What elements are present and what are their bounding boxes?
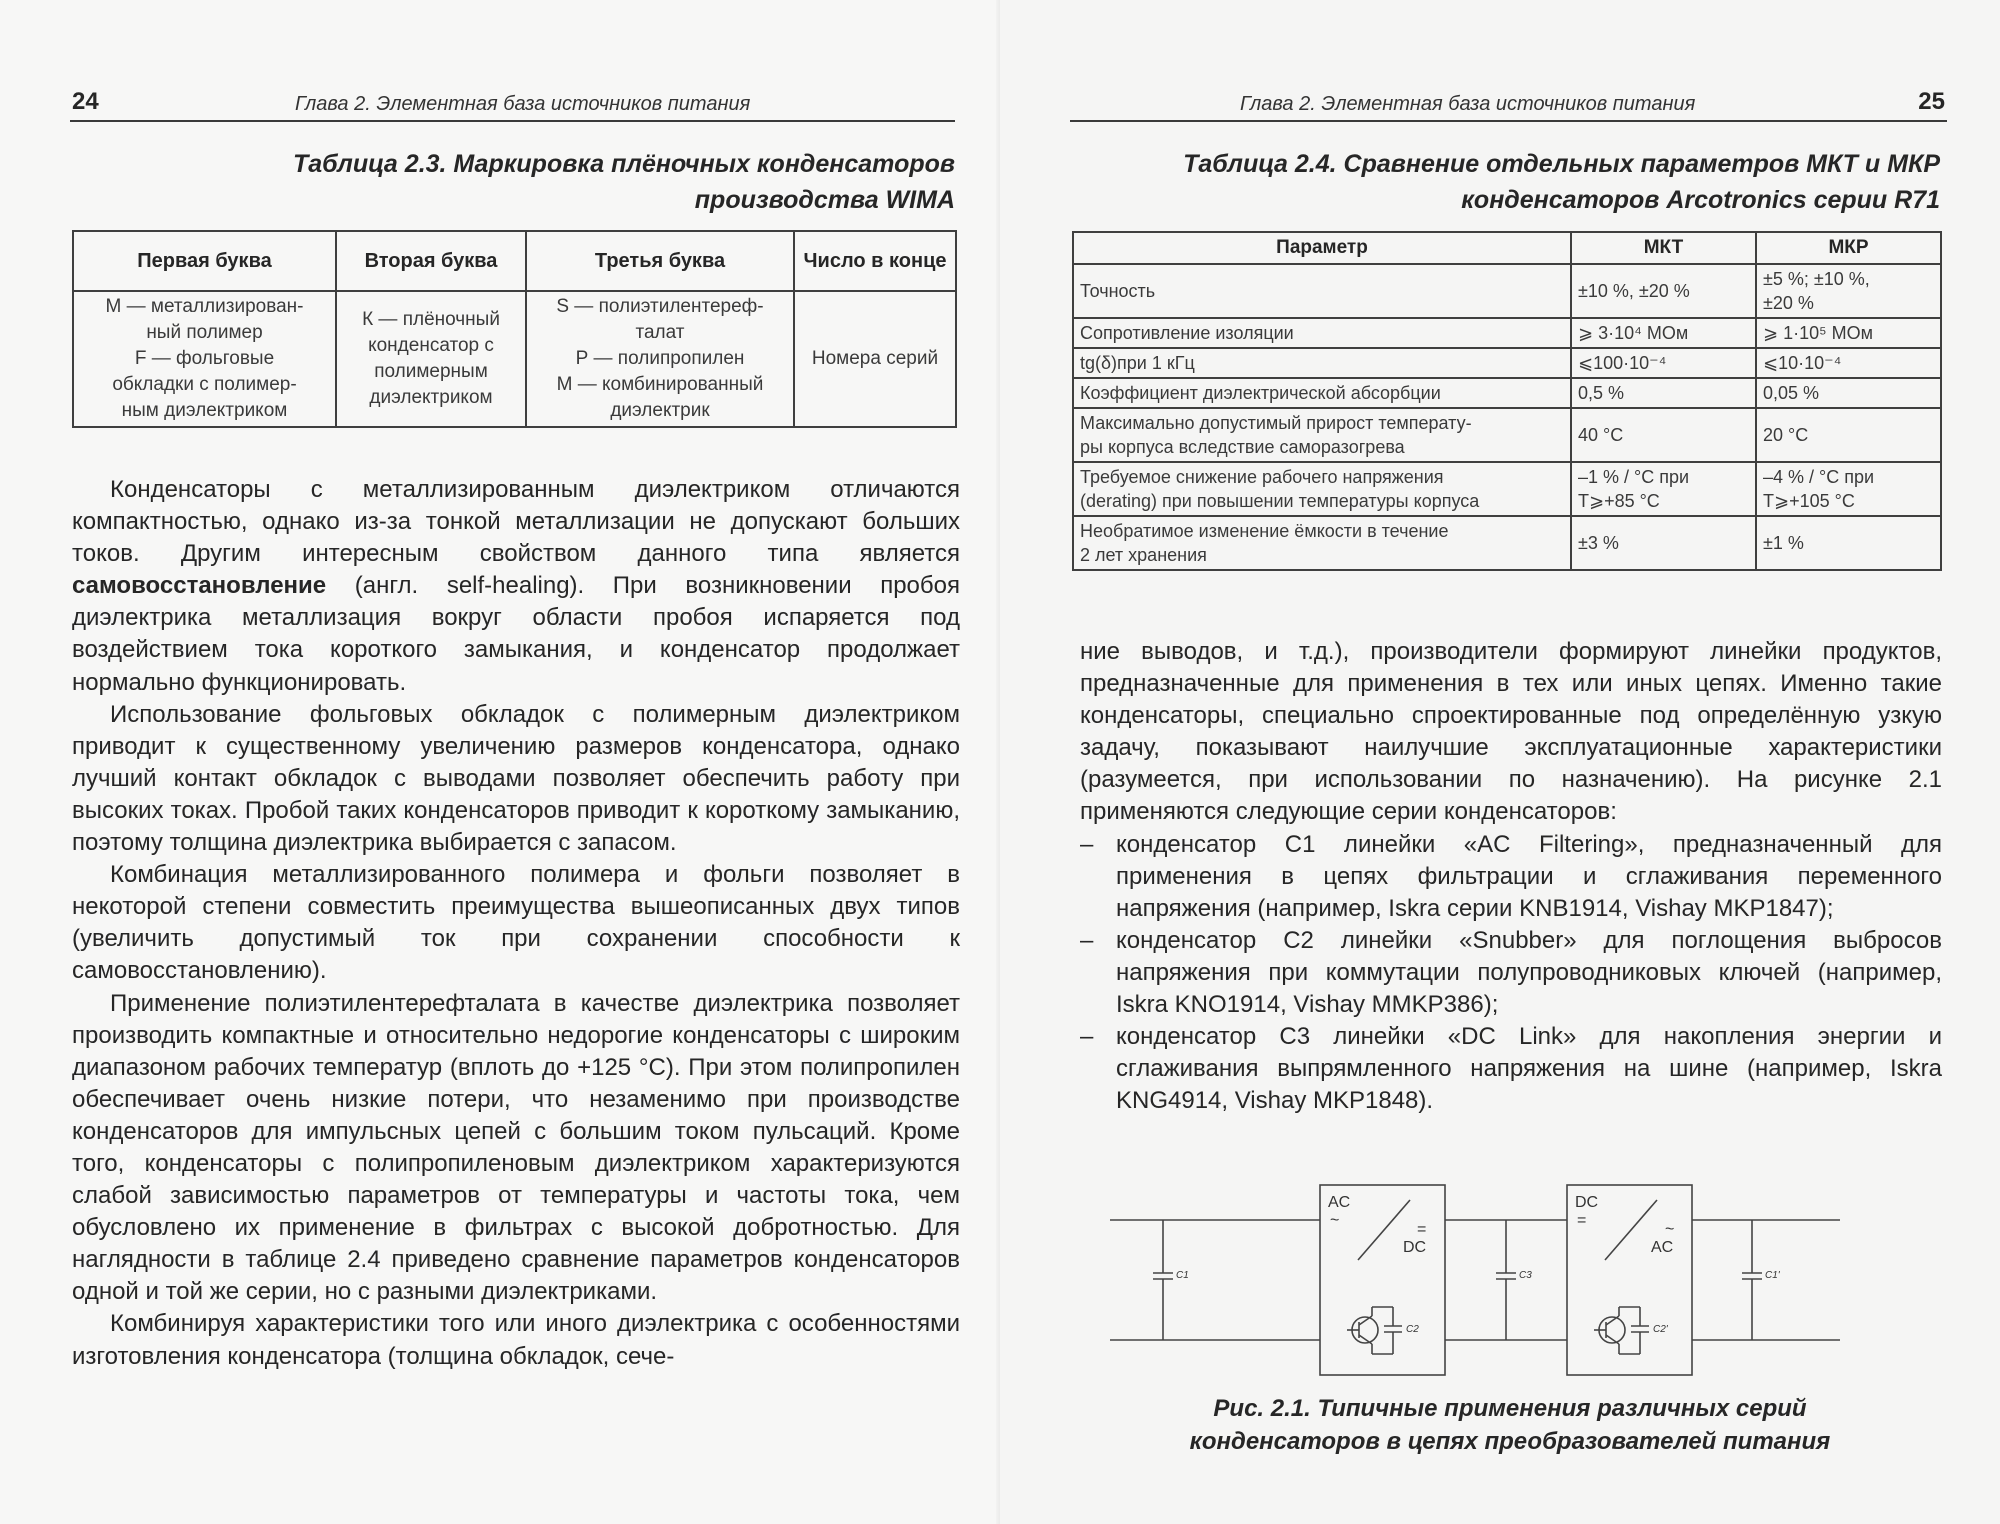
capacitor-c1-prime: [1742, 1220, 1762, 1340]
table-caption-line: конденсаторов Arcotronics серии R71: [1461, 186, 1940, 214]
table-row: [1073, 408, 1941, 462]
chapter-title: Глава 2. Элементная база источников питания: [1240, 93, 1696, 115]
mkp-cell: ⩽10·10⁻⁴: [1756, 348, 1941, 378]
paragraph: Применение полиэтилентерефталата в качестве диэлектрика позволяет производить компактные и относительно недорогие конденсаторы с широким диапазоном рабочих температур (вплоть до +125 °С). При этом полипропилен обеспечивает очень низкие потери, что незаменимо при производстве конденсаторов для импульсных цепей с большим током пульсаций. Кроме того, конденсаторы с полипропиленовым диэлектриком характеризуются слабой зависимостью параметров от температуры и частоты тока, чем обусловлено их применение в фильтрах с высокой добротностью. Для наглядности в таблице 2.4 приведено сравнение параметров конденсаторов одной и той же серии, но с разными диэлектриками.: [72, 989, 960, 1306]
block-output-label: DC: [1403, 1239, 1427, 1256]
param-cell: Требуемое снижение рабочего напряжения (derating) при повышении температуры корпуса: [1073, 462, 1571, 516]
text-run: Конденсаторы с металлизированным диэлектриком отличаются компактностью, однако из-за тонкой металлизации не допускают больших токов. Другим интересным свойством данного типа является: [72, 476, 960, 568]
mkp-cell: –4 % / °С при T⩾+105 °С: [1756, 462, 1941, 516]
list-item: [1080, 829, 1942, 925]
mkt-cell: ⩾ 3·10⁴ МОм: [1571, 318, 1756, 348]
list-item-text: конденсатор С1 линейки «AC Filtering», предназначенный для применения в цепях фильтрации и сглаживания переменного напряжения (например, Iskra серии KNB1914, Vishay MKP1847);: [1116, 830, 1942, 922]
text-run: (англ. self-healing). При возникновении пробоя диэлектрика металлизация вокруг области пробоя испаряется под воздействием тока короткого замыкания, и конденсатор продолжает нормально функционировать.: [72, 572, 960, 696]
table-header-cell: Параметр: [1073, 232, 1571, 264]
table-row: [1073, 462, 1941, 516]
mkp-cell: ⩾ 1·10⁵ МОм: [1756, 318, 1941, 348]
mkt-cell: ±10 %, ±20 %: [1571, 264, 1756, 318]
list-dash: –: [1080, 1023, 1094, 1051]
table-cell: К — плёночный конденсатор с полимерным диэлектриком: [336, 291, 526, 427]
param-cell: Максимально допустимый прирост температу- ры корпуса вследствие саморазогрева: [1073, 408, 1571, 462]
table-row: [1073, 318, 1941, 348]
page-number: 24: [72, 88, 99, 115]
c3-label: C3: [1519, 1270, 1532, 1281]
table-row: [1073, 378, 1941, 408]
param-cell: Коэффициент диэлектрической абсорбции: [1073, 378, 1571, 408]
param-cell: tg(δ)при 1 кГц: [1073, 348, 1571, 378]
mkp-cell: 0,05 %: [1756, 378, 1941, 408]
table-caption: [72, 146, 955, 218]
running-head: [1070, 84, 1947, 122]
mkt-mkp-comparison-table: [1072, 231, 1942, 571]
block-input-symbol: =: [1577, 1212, 1587, 1229]
table-row: [1073, 516, 1941, 570]
paragraph: ние выводов, и т.д.), производители формируют линейки продуктов, предназначенные для применения в тех или иных цепях. Именно такие конденсаторы, специально спроектированные под определённую узкую задачу, показывают наилучшие эксплуатационные характеристики (разумеется, при использовании по назначению). На рисунке 2.1 применяются следующие серии конденсаторов:: [1080, 638, 1942, 826]
chapter-title: Глава 2. Элементная база источников питания: [295, 93, 751, 115]
table-caption-line: Таблица 2.4. Сравнение отдельных параметров МКТ и МКР: [1183, 150, 1940, 178]
list-item-text: конденсатор С3 линейки «DC Link» для накопления энергии и сглаживания выпрямленного напряжения на шине (например, Iskra KNG4914, Vishay MKP1848).: [1116, 1023, 1942, 1115]
table-caption-line: Таблица 2.3. Маркировка плёночных конденсаторов: [292, 150, 955, 178]
list-dash: –: [1080, 926, 1094, 954]
page-number: 25: [1918, 88, 1945, 115]
paragraph: Комбинация металлизированного полимера и фольги позволяет в некоторой степени совместить преимущества вышеописанных двух типов (увеличить допустимый ток при сохранении способности к самовосстановлению).: [72, 861, 960, 985]
c1-prime-label: C1': [1765, 1270, 1780, 1281]
mkt-cell: 40 °С: [1571, 408, 1756, 462]
capacitor-c1: [1153, 1220, 1173, 1340]
table-caption-line: производства WIMA: [694, 186, 955, 214]
table-header-cell: Третья буква: [526, 231, 794, 291]
param-cell: Точность: [1073, 264, 1571, 318]
mkp-cell: 20 °С: [1756, 408, 1941, 462]
right-page: [1000, 0, 2000, 1524]
table-row: [1073, 264, 1941, 318]
figure-caption: [1080, 1392, 1940, 1458]
table-header-cell: Вторая буква: [336, 231, 526, 291]
table-row: [1073, 348, 1941, 378]
mkt-cell: ±3 %: [1571, 516, 1756, 570]
c2-label: C2: [1406, 1324, 1419, 1335]
wima-marking-table: [72, 230, 957, 428]
param-cell: Сопротивление изоляции: [1073, 318, 1571, 348]
table-cell: S — полиэтилентереф- талат Р — полипропилен М — комбинированный диэлектрик: [526, 291, 794, 427]
c2-prime-label: C2': [1653, 1324, 1668, 1335]
table-header-cell: МКТ: [1571, 232, 1756, 264]
table-header-row: [73, 231, 956, 291]
block-output-symbol: ~: [1665, 1221, 1675, 1238]
paragraph: [72, 474, 960, 699]
paragraph: Использование фольговых обкладок с полимерным диэлектриком приводит к существенному увеличению размеров конденсатора, однако лучший контакт обкладок с выводами позволяет обеспечить работу при высоких токах. Пробой таких конденсаторов приводит к короткому замыканию, поэтому толщина диэлектрика выбирается с запасом.: [72, 700, 960, 857]
figure-caption-line: Рис. 2.1. Типичные применения различных серий: [1213, 1395, 1807, 1422]
body-text: [1080, 636, 1942, 1117]
table-header-row: [1073, 232, 1941, 264]
list-item: [1080, 1021, 1942, 1117]
running-head: [70, 84, 955, 122]
capacitor-c3: [1496, 1220, 1516, 1340]
table-header-cell: Первая буква: [73, 231, 336, 291]
param-cell: Необратимое изменение ёмкости в течение 2 лет хранения: [1073, 516, 1571, 570]
c1-label: C1: [1176, 1270, 1189, 1281]
paragraph: Комбинируя характеристики того или иного диэлектрика с особенностями изготовления конденсатора (толщина обкладок, сече-: [72, 1310, 960, 1370]
figure-caption-line: конденсаторов в цепях преобразователей питания: [1189, 1428, 1831, 1455]
converter-circuit-figure: [1110, 1170, 1840, 1390]
block-input-label: DC: [1575, 1194, 1599, 1211]
mkp-cell: ±1 %: [1756, 516, 1941, 570]
table-caption: [1072, 146, 1940, 218]
mkt-cell: –1 % / °С при T⩾+85 °С: [1571, 462, 1756, 516]
table-header-cell: МКР: [1756, 232, 1941, 264]
table-cell: М — металлизирован- ный полимер F — фольговые обкладки с полимер- ным диэлектриком: [73, 291, 336, 427]
table-cell: Номера серий: [794, 291, 956, 427]
table-header-cell: Число в конце: [794, 231, 956, 291]
block-output-label: AC: [1651, 1239, 1674, 1256]
mkt-cell: ⩽100·10⁻⁴: [1571, 348, 1756, 378]
list-dash: –: [1080, 830, 1094, 858]
table-row: [73, 291, 956, 427]
block-input-symbol: ~: [1330, 1212, 1340, 1229]
mkp-cell: ±5 %; ±10 %, ±20 %: [1756, 264, 1941, 318]
list-item-text: конденсатор С2 линейки «Snubber» для поглощения выбросов напряжения при коммутации полупроводниковых ключей (например, Iskra KNO1914, Vishay MMKP386);: [1116, 926, 1942, 1019]
bold-term: самовосстановление: [72, 572, 327, 600]
body-text: [72, 474, 960, 1373]
capacitor-series-list: [1080, 829, 1942, 1118]
block-output-symbol: =: [1417, 1221, 1427, 1238]
mkt-cell: 0,5 %: [1571, 378, 1756, 408]
list-item: [1080, 925, 1942, 1021]
block-input-label: AC: [1328, 1194, 1351, 1211]
